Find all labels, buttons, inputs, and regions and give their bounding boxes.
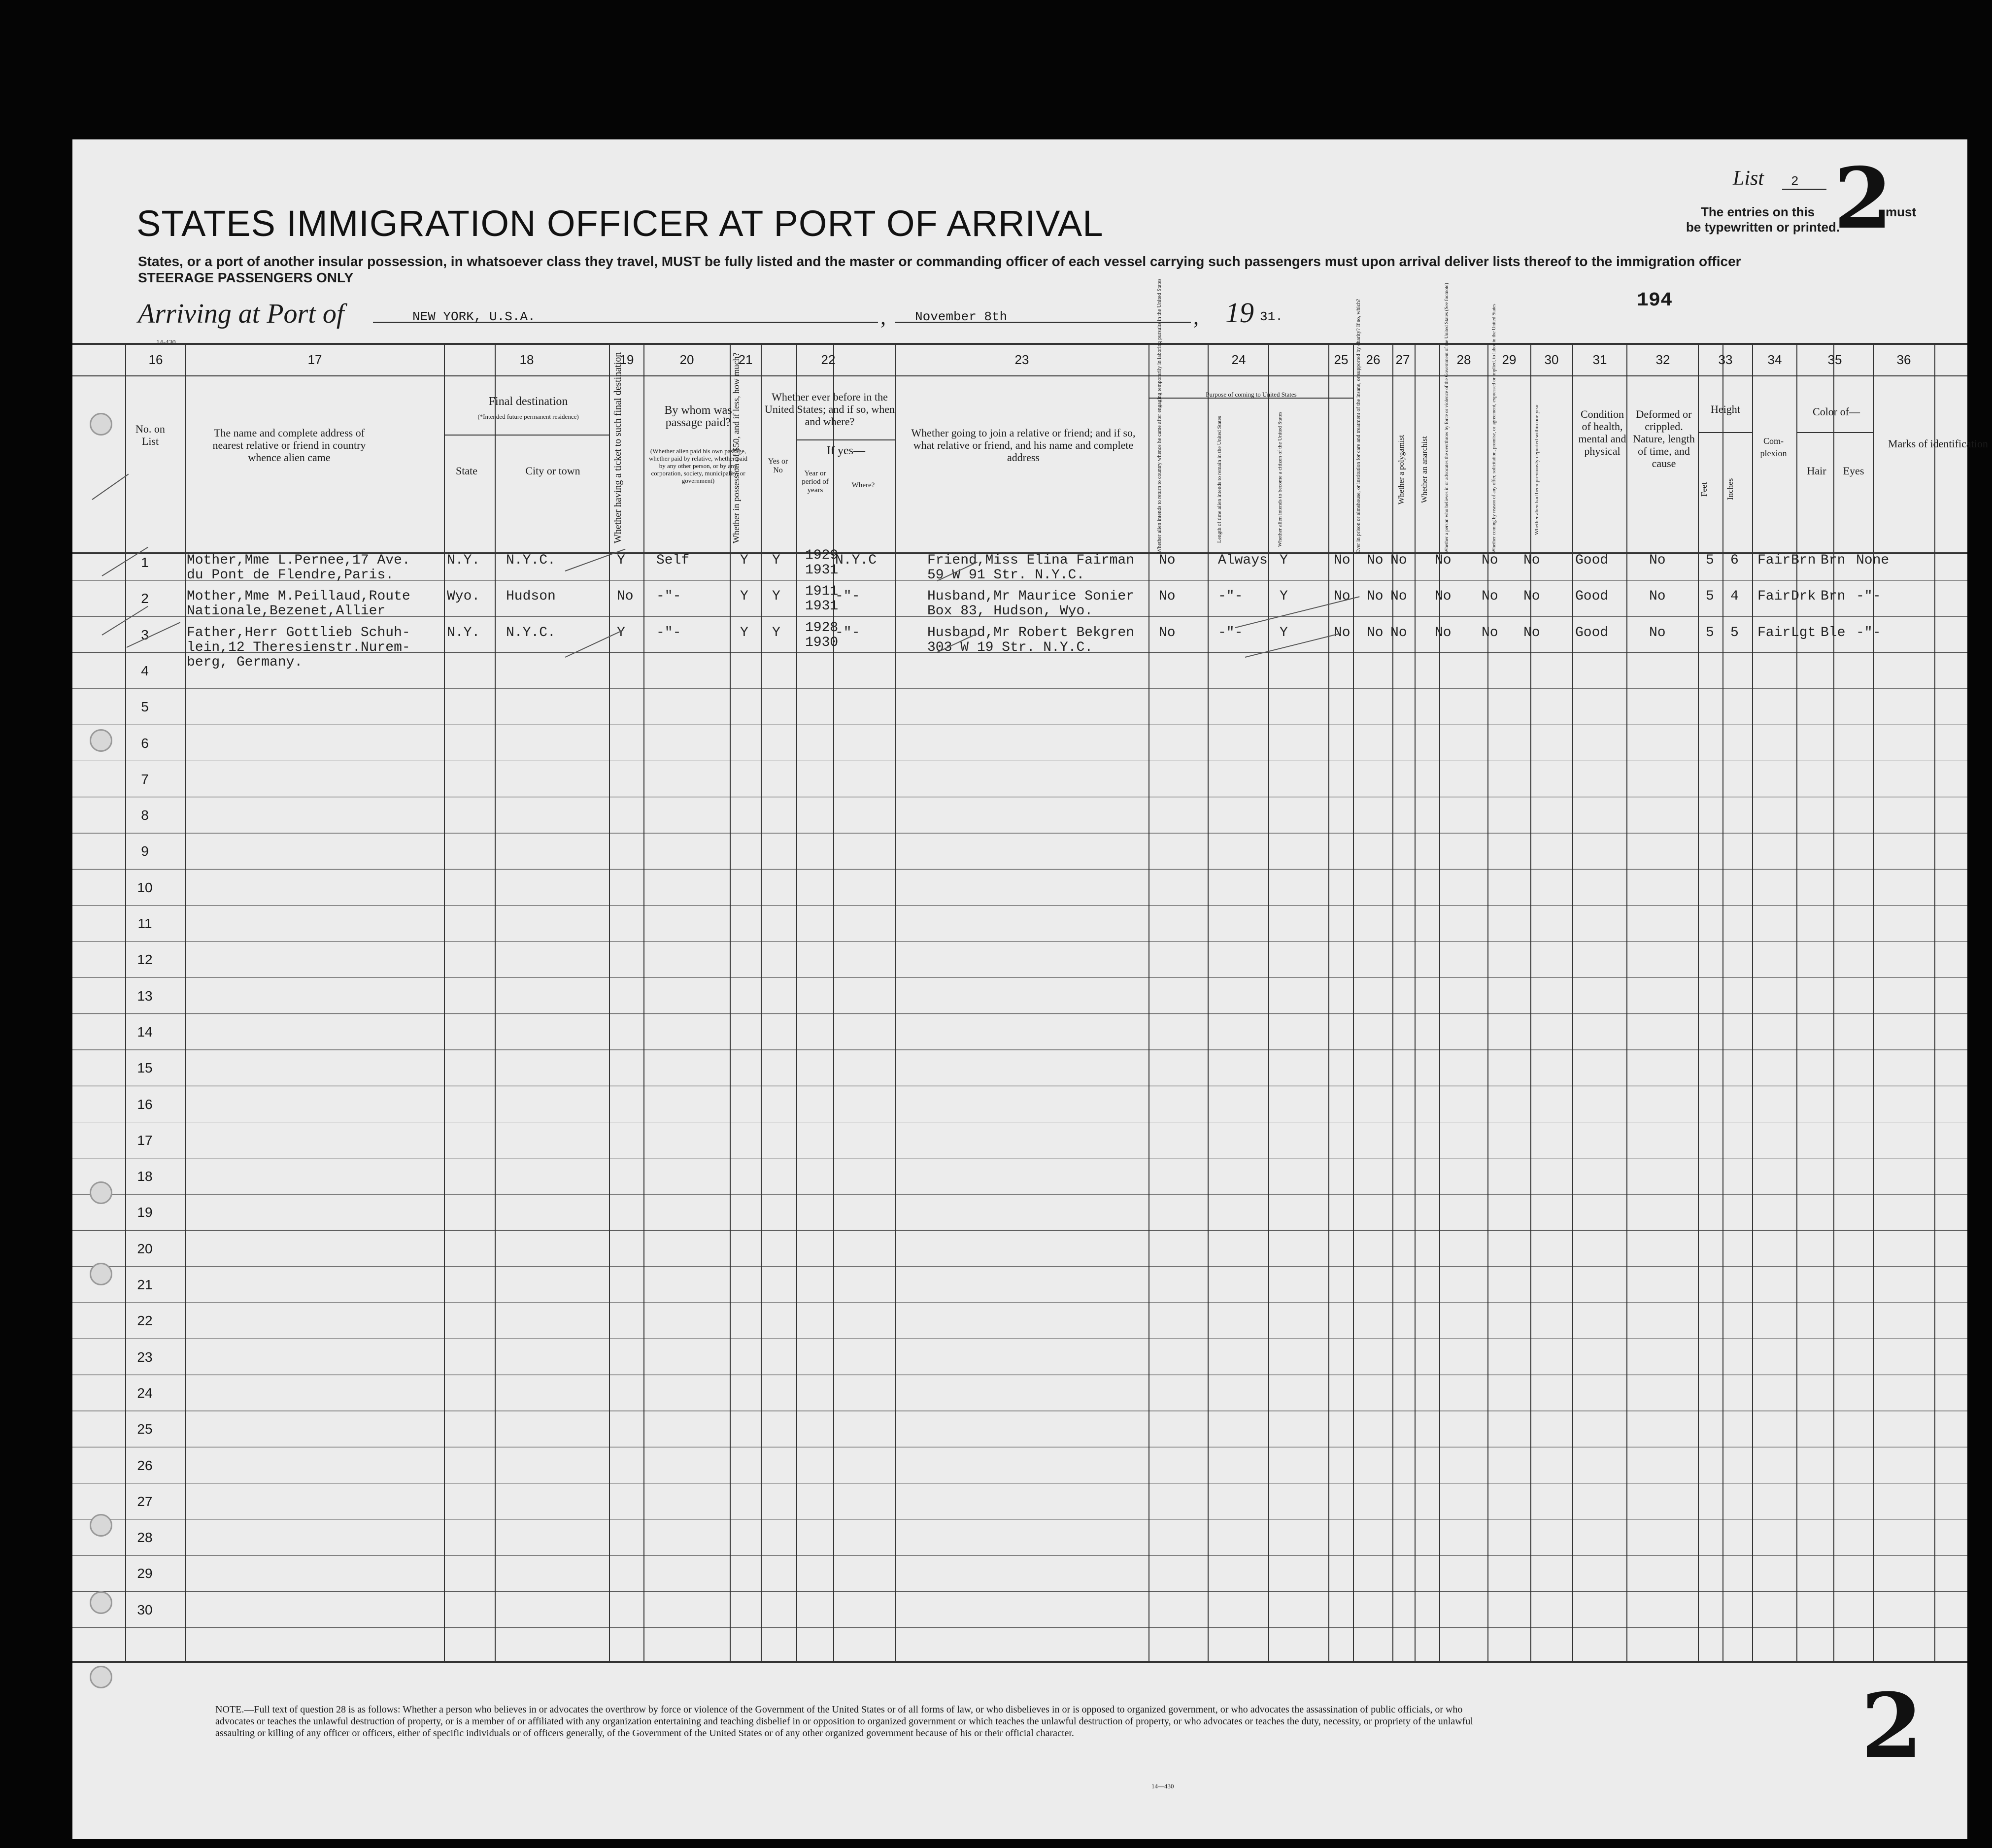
header-prison: Ever in prison or almshouse, or institution for care and treatment of the insane, or supported by charity? If so, which? [1355, 299, 1361, 553]
header-overthrow: Whether a person who believes in or advocates the overthrow by force or violence of the Government of the United States (See footnote) [1444, 283, 1450, 553]
header-where: Where? [851, 481, 875, 489]
column-number-25: 25 [1334, 352, 1349, 367]
header-fifty-dollars: Whether in possession of $50, and if less, how much? [731, 352, 741, 543]
header-before-in-us: Whether ever before in the United States; and if so, when and where? [765, 391, 895, 428]
cell-complexion: Fair [1757, 589, 1791, 605]
cell-c25: No [1334, 589, 1351, 605]
binder-hole [90, 1514, 112, 1537]
cell-years2: 1931 [805, 563, 839, 578]
cell-hair: Drk [1791, 589, 1816, 605]
row-number: 6 [141, 735, 149, 751]
row-number: 17 [137, 1132, 153, 1148]
row-number: 9 [141, 843, 149, 859]
entries-note-3: be typewritten or printed. [1686, 220, 1840, 235]
header-relative-address: The name and complete address of nearest relative or friend in country whence alien came [212, 427, 366, 464]
cell-where: -"- [835, 589, 860, 605]
form-code: 14—430 [1151, 1782, 1174, 1790]
header-marks: Marks of identification [1888, 437, 1988, 450]
header-yes-no: Yes or No [768, 457, 788, 474]
row-number: 27 [137, 1493, 153, 1509]
steerage-label: STEERAGE PASSENGERS ONLY [138, 270, 354, 285]
year-suffix: 31. [1260, 309, 1283, 324]
cell-join1: Husband,Mr Maurice Sonier [927, 589, 1135, 605]
header-eyes: Eyes [1843, 465, 1864, 477]
header-inches: Inches [1725, 478, 1735, 501]
binder-hole [90, 1591, 112, 1614]
cell-c26: No [1367, 625, 1384, 640]
cell-p_b: -"- [1218, 589, 1243, 605]
column-number-31: 31 [1592, 352, 1607, 367]
cell-c27: No [1390, 625, 1407, 640]
row-number: 19 [137, 1205, 153, 1220]
cell-marks: -"- [1856, 625, 1881, 640]
cell-c29: No [1482, 553, 1498, 568]
header-purpose-length: Length of time alien intends to remain in the United States [1216, 416, 1222, 543]
cell-join1: Husband,Mr Robert Bekgren [927, 625, 1135, 640]
column-number-33: 33 [1718, 352, 1733, 367]
cell-ticket: Y [617, 553, 625, 568]
cell-city: N.Y.C. [506, 553, 556, 568]
row-number: 5 [141, 699, 149, 715]
cell-c30: No [1523, 553, 1540, 568]
row-number: 14 [137, 1024, 153, 1040]
cell-city: N.Y.C. [506, 625, 556, 640]
cell-health: Good [1575, 625, 1609, 640]
cell-complexion: Fair [1757, 553, 1791, 568]
header-color-of: Color of— [1813, 405, 1860, 418]
binder-hole [90, 413, 112, 436]
row-number: 2 [141, 591, 149, 606]
year-prefix: 19 [1225, 297, 1254, 329]
cell-money: Y [740, 553, 748, 568]
header-purpose-return: Whether alien intends to return to country whence he came after engaging temporarily in laboring pursuits in the United States [1156, 278, 1162, 553]
cell-paid: -"- [656, 625, 681, 640]
row-number: 22 [137, 1313, 153, 1329]
header-anarchist: Whether an anarchist [1420, 436, 1429, 503]
cell-c29: No [1482, 625, 1498, 640]
cell-join2: 59 W 91 Str. N.Y.C. [927, 568, 1085, 583]
row-number: 18 [137, 1169, 153, 1184]
arriving-label: Arriving at Port of [138, 299, 344, 329]
cell-eyes: Ble [1821, 625, 1846, 640]
cell-feet: 5 [1706, 589, 1714, 605]
cell-join2: Box 83, Hudson, Wyo. [927, 604, 1093, 619]
list-value: 2 [1791, 174, 1799, 189]
cell-p_b: Always [1218, 553, 1268, 568]
column-number-28: 28 [1456, 352, 1471, 367]
column-number-27: 27 [1395, 352, 1410, 367]
cell-eyes: Brn [1821, 589, 1846, 605]
header-join-relative: Whether going to join a relative or friend; and if so, what relative or friend, and his name and complete address [911, 427, 1136, 464]
cell-before: Y [772, 625, 780, 640]
cell-paid: Self [656, 553, 690, 568]
footnote: NOTE.—Full text of question 28 is as follows: Whether a person who believes in or advocates the overthrow by force or violence of the Government of the United States or of all forms of law, or who disbelieves in or is opposed to organized government, or who advocates the assassination of public officials, or who advocates or teaches the unlawful destruction of property, or is a member of or affiliated with any organization entertaining and teaching disbelief in or opposition to organized government or which teaches the unlawful destruction of property, or who advocates or teaches the duty, necessity, or propriety of the unlawful assaulting or killing of any officer or officers, either of specific individuals or of officers generally, of the Government of the United States or of any other organized government because of his or their official character. [215, 1704, 1473, 1739]
header-city: City or town [525, 465, 580, 477]
cell-c25: No [1334, 553, 1351, 568]
header-state: State [456, 465, 477, 477]
footer-big-number: 2 [1861, 1674, 1923, 1778]
cell-money: Y [740, 625, 748, 640]
header-passage-paid-note: (Whether alien paid his own passage, whether paid by relative, whether paid by any other person, or by any corporation, society, municipality, or government) [649, 447, 747, 484]
cell-c28: No [1435, 589, 1452, 605]
cell-ticket: Y [617, 625, 625, 640]
row-number: 25 [137, 1421, 153, 1437]
instructions: States, or a port of another insular possession, in whatsoever class they travel, MUST be fully listed and the master or commanding officer of each vessel carrying such passengers must upon arrival deliver lists thereof to the immigration officer [138, 254, 1741, 269]
cell-city: Hudson [506, 589, 556, 605]
manifest-sheet: STATES IMMIGRATION OFFICER AT PORT OF ARRIVAL States, or a port of another insular possession, in whatsoever class they travel, MUST be fully listed and the master or commanding officer of each vessel carrying such passengers must upon arrival deliver lists thereof to the immigration officer STEERAGE PASSENGERS ONLY Arriving at Port of NEW YORK, U.S.A. , November 8th , 19 31. 194 List 2 2 The entries on this must be typewritten or printed. 14-430 16 17 18 19 20 21 22 23 24 25 26 27 28 29 30 31 32 33 34 35 36 No. on List The name and complete address of nearest relative or friend in country whence alien came Final destination (*Intended future permanent residence) State City or town Whether having a ticket to such final destination By whom was passage paid? (Whether alien paid his own passage, whether paid by relative, whether paid by any other person, or by any corporation, society, municipality, or government) Whether in possession of $50, and if less, how much? Whether ever before in the United States; and if so, when and where? Yes or No If yes— Year or period of years Where? Whether going to join a relative or friend; and if so, what relative or friend, and his name and complete address Purpose of coming to United States Whether alien intends to return to country whence he came after engaging temporarily in laboring pursuits in the United States Length of time alien intends to remain in the United States Whether alien intends to become a citizen of the United States Ever in prison or almshouse, or institution for care and treatment of the insane, or supported by charity? If so, which? Whether a polygamist Whether an anarchist Whether a person who believes in or advocates the overthrow by force or violence of the Government of the United States (See footnote) Whether coming by reason of any offer, solicitation, promise, or agreement, expressed or implied, to labor in the United States Whether alien had been previously deported within one year Condition of health, mental and physical Deformed or crippled. Nature, length of time, and cause Height Feet Inches Com-plexion Color of— Hair Eyes Marks of identification 1 2 3 4 5 6 7 8 9 10 11 12 13 14 15 16 17 18 19 20 21 22 23 24 25 26 27 28 29 30 Mother,Mme L.Pernee,17 Ave. du Pont de Flendre,Paris. N.Y. N.Y.C. Y Self Y Y 1929 1931 N.Y.C Friend,Miss Elina Fairman 59 W 91 Str. N.Y.C. No Always Y No No No No No No Good No 5 6 Fair Brn Brn None Mother,Mme M.Peillaud,Route Nationale,Bezenet,Allier Wyo. Hudson No -"- Y Y 1911 1931 -"- Husband,Mr Maurice Sonier Box 83, Hudson, Wyo. No -"- Y No No No No No No Good No 5 4 Fair Drk Brn -"- Father,Herr Gottlieb Schuh- lein,12 Theresienstr.Nurem- berg, Germany. N.Y. N.Y.C. Y -"- Y Y 1928 1930 -"- Husband,Mr Robert Bekgren 303 W 19 Str. N.Y.C. No -"- Y No No No No No No Good No 5 5 Fair Lgt Ble -"- NOTE.—Full text of question 28 is as follows: Whether a person who believes in or advocates the overthrow by force or violence of the Government of the United States or of all forms of law, or who disbelieves in or is opposed to organized government, or who advocates the assassination of public officials, or who advocates or teaches the unlawful destruction of property, or is a member of or affiliated with any organization entertaining and teaching disbelief in or opposition to organized government or which teaches the unlawful destruction of property, or who advocates or teaches the duty, necessity, or propriety of the unlawful assaulting or killing of any officer or officers, either of specific individuals or of officers generally, of the Government of the United States or of any other organized government because of his or their official character. 14—430 2 [72, 139, 1967, 1839]
header-purpose: Purpose of coming to United States [1206, 391, 1297, 398]
form-grid [72, 139, 1967, 1839]
cell-hair: Brn [1791, 553, 1816, 568]
header-deported: Whether alien had been previously deported within one year [1534, 404, 1540, 535]
header-final-destination-sub: (*Intended future permanent residence) [477, 413, 579, 420]
cell-rel1: Mother,Mme L.Pernee,17 Ave. [187, 553, 410, 568]
column-number-36: 36 [1896, 352, 1911, 367]
row-number: 15 [137, 1060, 153, 1076]
cell-inches: 6 [1730, 553, 1739, 568]
header-year: Year or period of years [802, 470, 829, 494]
cell-eyes: Brn [1821, 553, 1846, 568]
cell-rel3: berg, Germany. [187, 654, 303, 670]
row-number: 30 [137, 1602, 153, 1617]
column-number-26: 26 [1366, 352, 1381, 367]
cell-rel2: lein,12 Theresienstr.Nurem- [187, 639, 410, 655]
cell-inches: 4 [1730, 589, 1739, 605]
cell-rel1: Father,Herr Gottlieb Schuh- [187, 625, 410, 640]
header-feet: Feet [1699, 482, 1709, 497]
cell-marks: -"- [1856, 589, 1881, 605]
cell-deformed: No [1649, 589, 1666, 605]
header-final-destination: Final destination [488, 395, 568, 408]
cell-years2: 1931 [805, 599, 839, 614]
column-number-24: 24 [1231, 352, 1246, 367]
binder-hole [90, 1263, 112, 1285]
row-number: 7 [141, 771, 149, 787]
cell-before: Y [772, 553, 780, 568]
row-number: 26 [137, 1457, 153, 1473]
row-number: 20 [137, 1241, 153, 1256]
cell-p_a: No [1159, 625, 1176, 640]
entries-note-2: must [1886, 204, 1917, 219]
cell-feet: 5 [1706, 625, 1714, 640]
cell-before: Y [772, 589, 780, 605]
row-number: 29 [137, 1566, 153, 1581]
page-title: STATES IMMIGRATION OFFICER AT PORT OF ARRIVAL [136, 203, 1104, 244]
cell-c28: No [1435, 625, 1452, 640]
column-number-22: 22 [821, 352, 836, 367]
cell-feet: 5 [1706, 553, 1714, 568]
cell-c30: No [1523, 625, 1540, 640]
header-no-on-list: No. on List [135, 423, 165, 447]
column-number-19: 19 [619, 352, 634, 367]
cell-ticket: No [617, 589, 634, 605]
page-number: 194 [1637, 290, 1673, 312]
header-passage-paid: By whom was passage paid? [664, 404, 732, 429]
cell-c26: No [1367, 553, 1384, 568]
list-label: List [1733, 167, 1764, 190]
cell-join2: 303 W 19 Str. N.Y.C. [927, 639, 1093, 655]
row-number: 10 [137, 879, 153, 895]
cell-deformed: No [1649, 553, 1666, 568]
cell-p_c: Y [1280, 625, 1288, 640]
column-number-16: 16 [148, 352, 163, 367]
cell-p_b: -"- [1218, 625, 1243, 640]
cell-state: N.Y. [447, 553, 480, 568]
column-number-20: 20 [679, 352, 694, 367]
row-number: 12 [137, 952, 153, 968]
entries-note-1: The entries on this [1701, 204, 1815, 219]
header-height: Height [1711, 403, 1740, 415]
cell-c30: No [1523, 589, 1540, 605]
header-complexion: Com-plexion [1760, 436, 1787, 458]
cell-inches: 5 [1730, 625, 1739, 640]
column-number-32: 32 [1655, 352, 1670, 367]
header-purpose-citizen: Whether alien intends to become a citizen of the United States [1277, 411, 1283, 547]
column-number-34: 34 [1767, 352, 1782, 367]
cell-years1: 1911 [805, 584, 839, 600]
cell-join1: Friend,Miss Elina Fairman [927, 553, 1135, 568]
cell-c26: No [1367, 589, 1384, 605]
cell-c29: No [1482, 589, 1498, 605]
column-number-21: 21 [738, 352, 753, 367]
cell-state: N.Y. [447, 625, 480, 640]
binder-hole [90, 1181, 112, 1204]
cell-p_c: Y [1280, 589, 1288, 605]
cell-p_c: Y [1280, 553, 1288, 568]
header-if-yes: If yes— [827, 444, 865, 457]
cell-marks: None [1856, 553, 1890, 568]
row-number: 13 [137, 988, 153, 1004]
cell-c27: No [1390, 553, 1407, 568]
binder-hole [90, 729, 112, 752]
binder-hole [90, 1666, 112, 1688]
cell-health: Good [1575, 589, 1609, 605]
row-number: 23 [137, 1349, 153, 1365]
cell-rel2: du Pont de Flendre,Paris. [187, 568, 394, 583]
header-hair: Hair [1807, 465, 1826, 477]
cell-rel2: Nationale,Bezenet,Allier [187, 604, 386, 619]
header-deformed: Deformed or crippled. Nature, length of time, and cause [1633, 408, 1695, 470]
cell-hair: Lgt [1791, 625, 1816, 640]
header-labor-offer: Whether coming by reason of any offer, solicitation, promise, or agreement, expressed or implied, to labor in the United States [1491, 303, 1497, 553]
cell-p_a: No [1159, 589, 1176, 605]
column-number-29: 29 [1502, 352, 1517, 367]
list-big-number: 2 [1834, 149, 1892, 248]
cell-years2: 1930 [805, 635, 839, 650]
row-number: 1 [141, 555, 149, 570]
row-number: 16 [137, 1096, 153, 1112]
cell-where: -"- [835, 625, 860, 640]
cell-deformed: No [1649, 625, 1666, 640]
row-number: 28 [137, 1530, 153, 1546]
header-polygamist: Whether a polygamist [1397, 435, 1406, 504]
form-mark-top: 14-430 [156, 339, 176, 346]
row-number: 8 [141, 807, 149, 823]
cell-paid: -"- [656, 589, 681, 605]
column-number-35: 35 [1827, 352, 1842, 367]
row-number: 3 [141, 627, 149, 642]
header-ticket: Whether having a ticket to such final destination [612, 352, 623, 543]
cell-years1: 1929 [805, 548, 839, 563]
cell-health: Good [1575, 553, 1609, 568]
cell-c25: No [1334, 625, 1351, 640]
cell-c28: No [1435, 553, 1452, 568]
column-number-17: 17 [307, 352, 322, 367]
cell-years1: 1928 [805, 620, 839, 636]
row-number: 4 [141, 663, 149, 678]
cell-p_a: No [1159, 553, 1176, 568]
cell-c27: No [1390, 589, 1407, 605]
cell-rel1: Mother,Mme M.Peillaud,Route [187, 589, 410, 605]
row-number: 21 [137, 1277, 153, 1292]
row-number: 24 [137, 1385, 153, 1401]
header-health: Condition of health, mental and physical [1578, 408, 1626, 457]
column-number-23: 23 [1014, 352, 1029, 367]
cell-money: Y [740, 589, 748, 605]
column-number-18: 18 [519, 352, 534, 367]
port-field: NEW YORK, U.S.A. [412, 309, 536, 324]
date-field: November 8th [915, 309, 1008, 324]
column-number-30: 30 [1544, 352, 1559, 367]
cell-where: N.Y.C [835, 553, 877, 568]
cell-complexion: Fair [1757, 625, 1791, 640]
cell-state: Wyo. [447, 589, 480, 605]
row-number: 11 [137, 916, 152, 931]
